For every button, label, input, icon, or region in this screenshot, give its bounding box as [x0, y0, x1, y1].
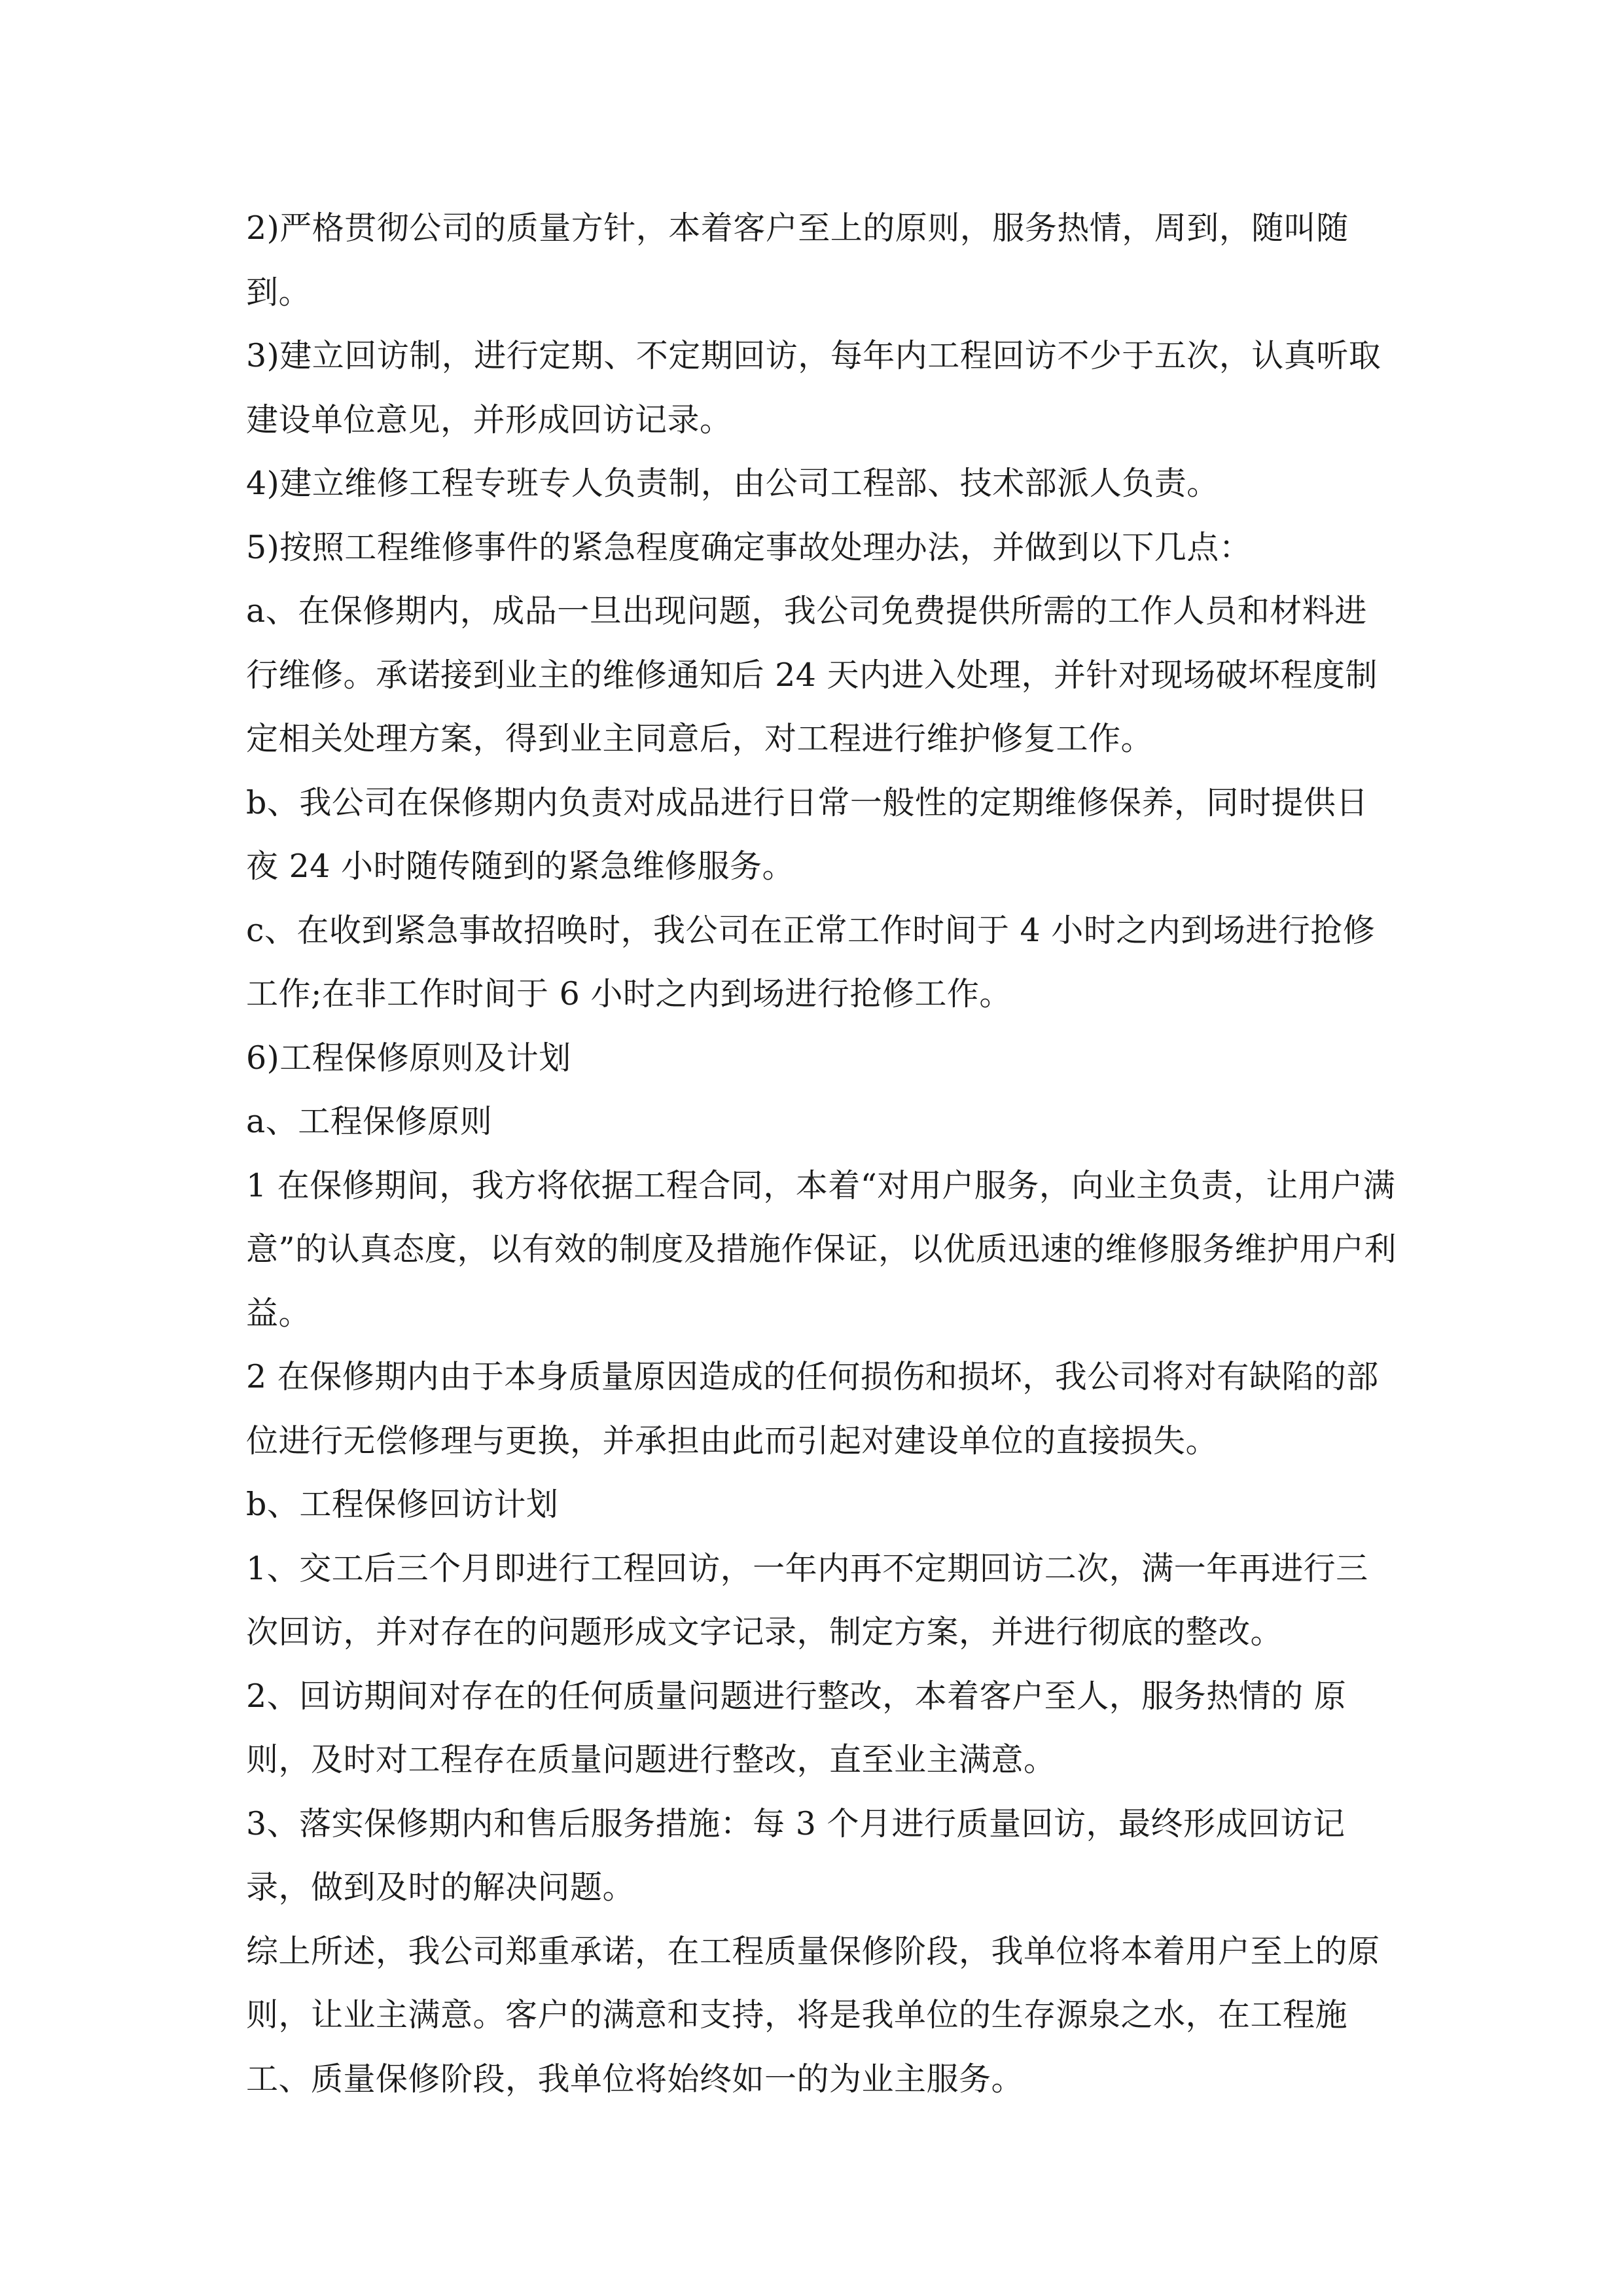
subsection-heading: b、工程保修回访计划: [246, 1486, 559, 1523]
paragraph: 2)严格贯彻公司的质量方针，本着客户至上的原则，服务热情，周到，随叫随到。: [246, 209, 1349, 311]
subsection-heading: a、工程保修原则: [246, 1103, 493, 1140]
paragraph: a、在保修期内，成品一旦出现问题，我公司免费提供所需的工作人员和材料进行维修。承诺接到业主的维修通知后 24 天内进入处理，并针对现场破坏程度制定相关处理方案，得到业主同意后，对工程进行维护修复工作。: [246, 592, 1378, 757]
paragraph: 3)建立回访制，进行定期、不定期回访，每年内工程回访不少于五次，认真听取建设单位意见，并形成回访记录。: [246, 337, 1382, 439]
paragraph: 2 在保修期内由于本身质量原因造成的任何损伤和损坏，我公司将对有缺陷的部位进行无偿修理与更换，并承担由此而引起对建设单位的直接损失。: [246, 1358, 1379, 1460]
conclusion-paragraph: 综上所述，我公司郑重承诺，在工程质量保修阶段，我单位将本着用户至上的原则，让业主满意。客户的满意和支持，将是我单位的生存源泉之水，在工程施工、质量保修阶段，我单位将始终如一的为业主服务。: [246, 1932, 1380, 2098]
paragraph: 5)按照工程维修事件的紧急程度确定事故处理办法，并做到以下几点：: [246, 528, 1252, 566]
paragraph: 1、交工后三个月即进行工程回访，一年内再不定期回访二次，满一年再进行三次回访，并对存在的问题形成文字记录，制定方案，并进行彻底的整改。: [246, 1549, 1368, 1651]
paragraph: 4)建立维修工程专班专人负责制，由公司工程部、技术部派人负责。: [246, 465, 1219, 502]
paragraph: 3、落实保修期内和售后服务措施：每 3 个月进行质量回访，最终形成回访记录，做到及时的解决问题。: [246, 1804, 1346, 1906]
section-heading: 6)工程保修原则及计划: [246, 1039, 571, 1077]
paragraph: c、在收到紧急事故招唤时，我公司在正常工作时间于 4 小时之内到场进行抢修工作;在非工作时间于 6 小时之内到场进行抢修工作。: [246, 911, 1376, 1013]
paragraph: 1 在保修期间，我方将依据工程合同，本着“对用户服务，向业主负责，让用户满意”的认真态度，以有效的制度及措施作保证，以优质迅速的维修服务维护用户利益。: [246, 1166, 1397, 1332]
document-body: [246, 196, 1398, 2111]
paragraph: b、我公司在保修期内负责对成品进行日常一般性的定期维修保养，同时提供日夜 24 小时随传随到的紧急维修服务。: [246, 783, 1368, 885]
paragraph: 2、回访期间对存在的任何质量问题进行整改，本着客户至人，服务热情的 原则，及时对工程存在质量问题进行整改，直至业主满意。: [246, 1677, 1347, 1778]
